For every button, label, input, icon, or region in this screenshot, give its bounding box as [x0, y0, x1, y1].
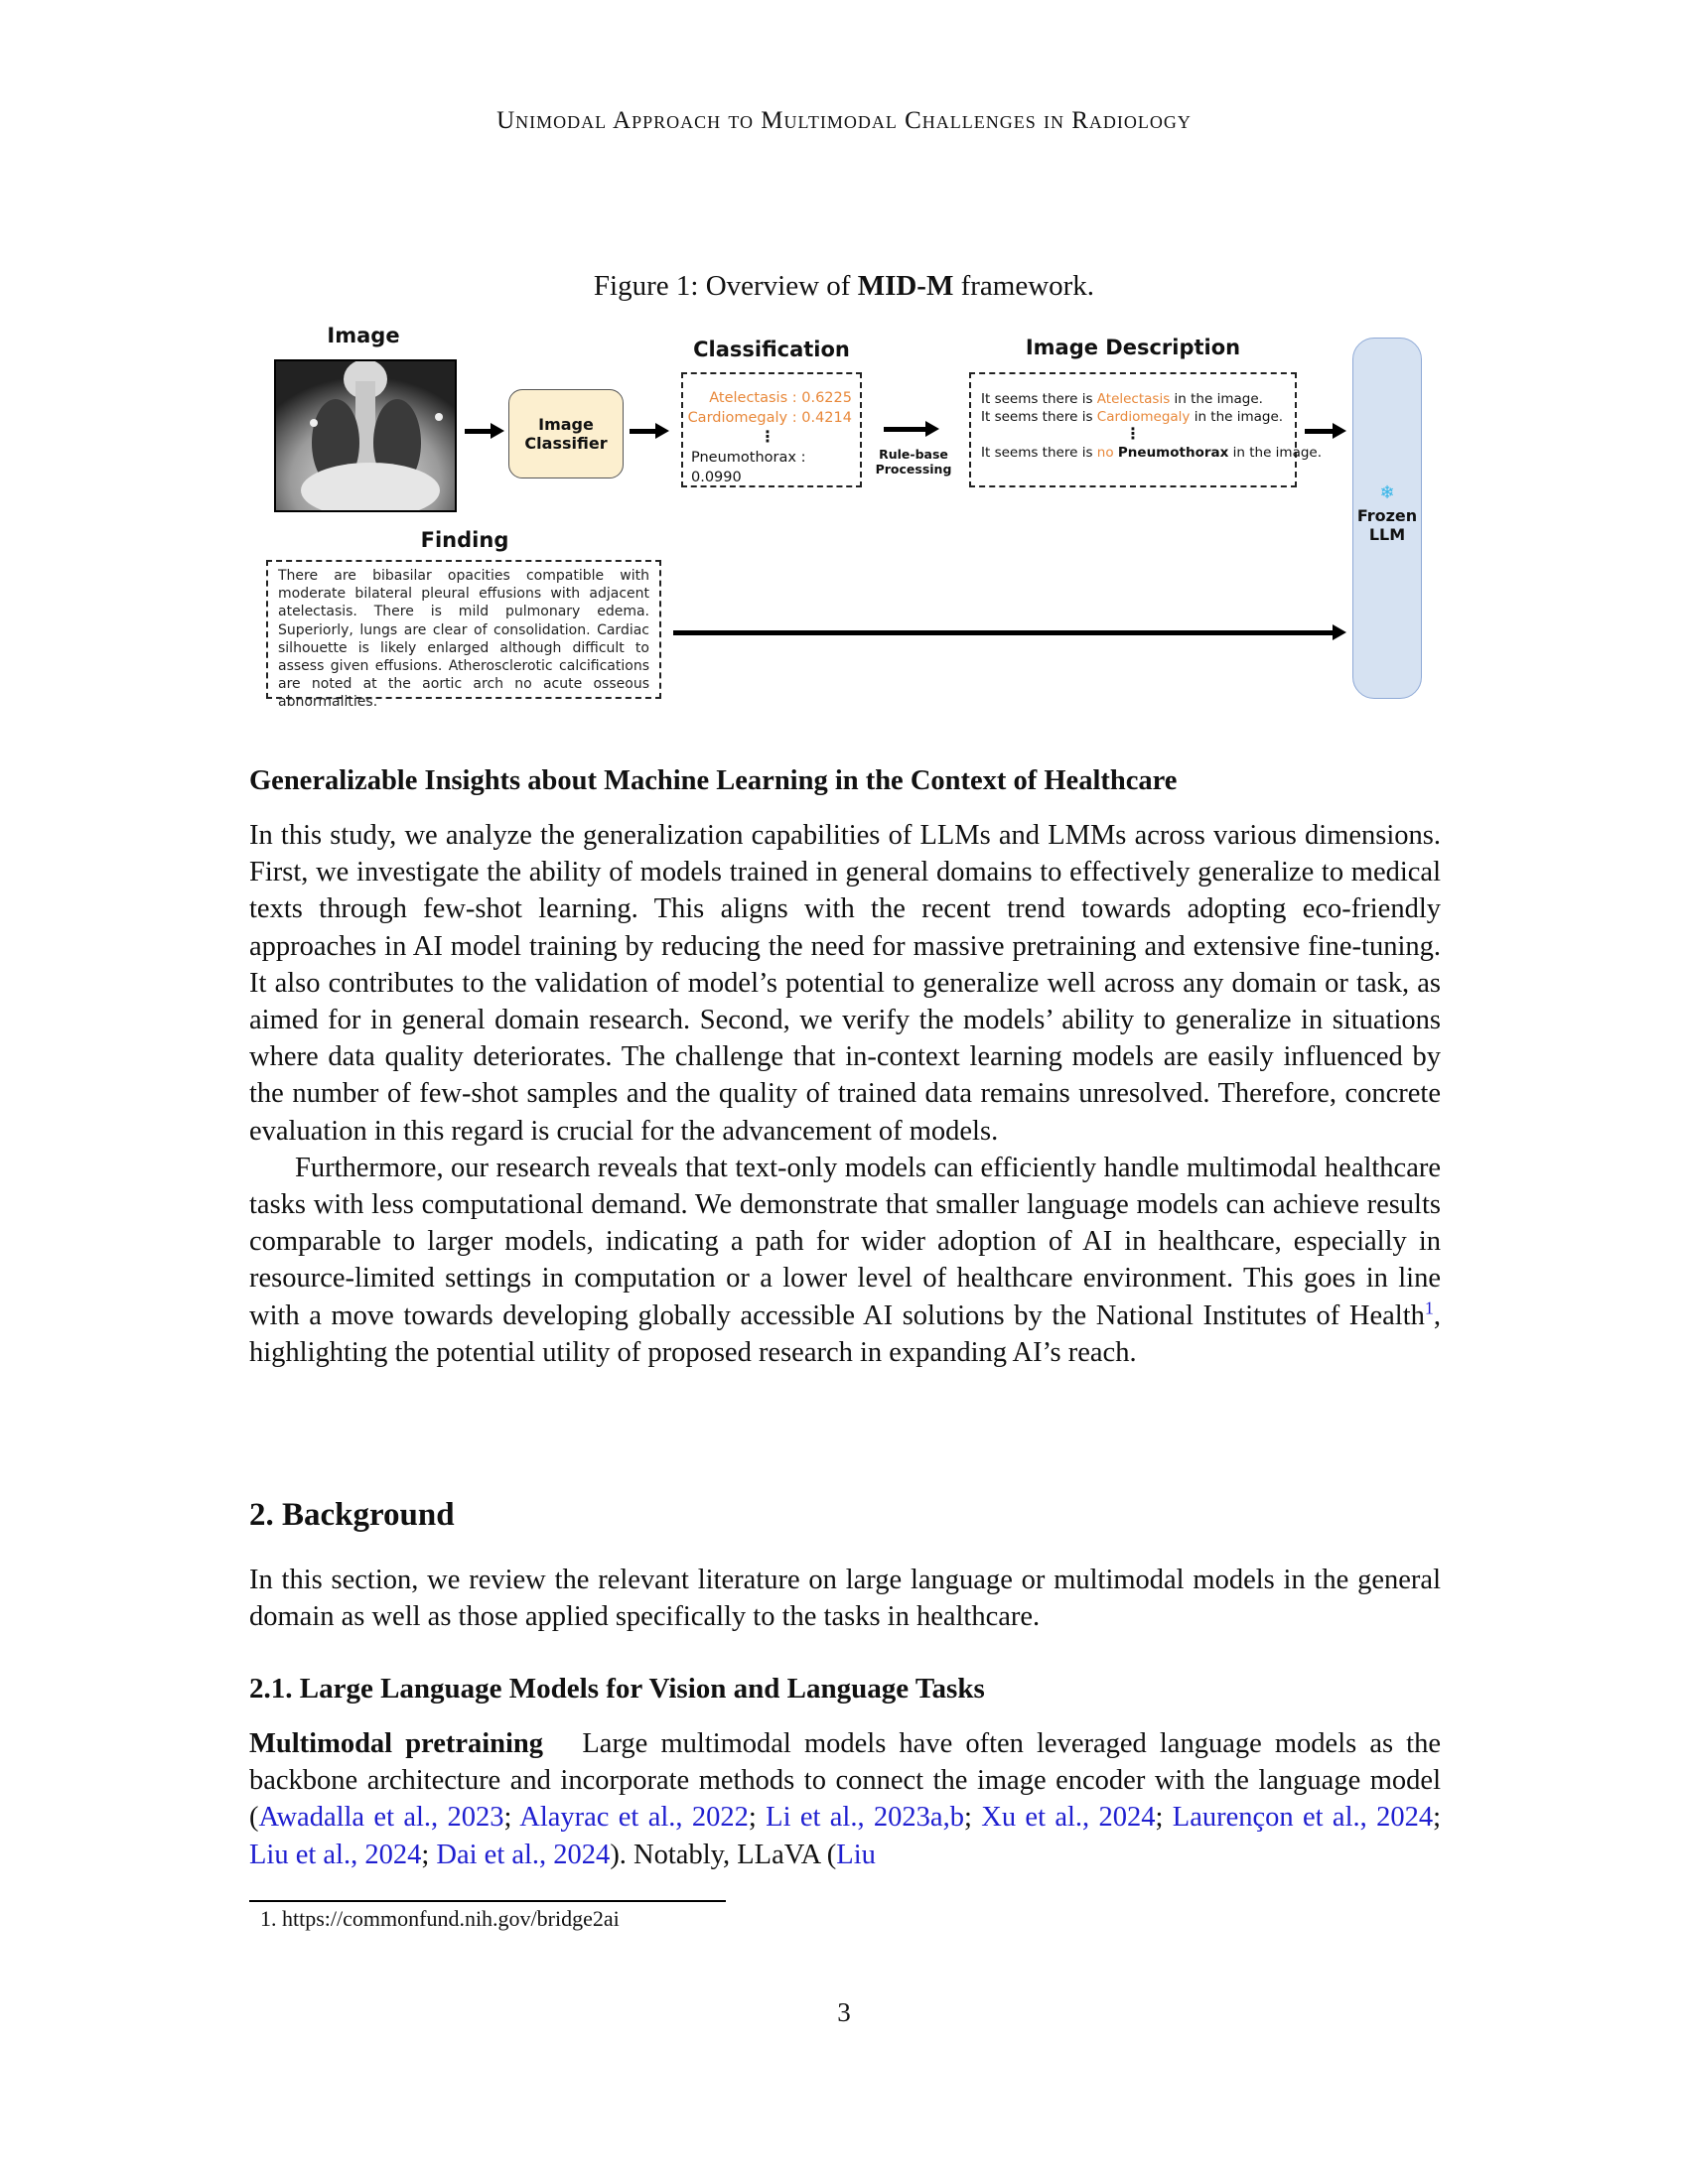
- class-score-row: Cardiomegaly : 0.4214: [687, 410, 852, 426]
- classification-box: [681, 372, 862, 487]
- paragraph: Furthermore, our research reveals that text-only models can efficiently handle multimodal healthcare tasks with less computational demand. We demonstrate that smaller language models can achieve results comparable to larger models, indicating a path for wider adoption of AI in healthcare, especially in resource-limited settings in computation or a lower level of healthcare environment. This goes in line with a move towards developing globally accessible AI solutions by the National Institutes of Health$^1$, highlighting the potential utility of proposed research in expanding AI’s reach.: [249, 1152, 1441, 1368]
- arrow-icon: [630, 429, 657, 434]
- footnote-url[interactable]: https://commonfund.nih.gov/bridge2ai: [282, 1906, 620, 1931]
- llm-label: Frozen LLM: [1356, 506, 1418, 544]
- paragraph: In this study, we analyze the generalization capabilities of LLMs and LMMs across various dimensions. First, we investigate the ability of models trained in general domains to effectively generalize to medical texts through few-shot learning. This aligns with the recent trend towards adopting eco-friendly approaches in AI model training by reducing the need for massive pretraining and extensive fine-tuning. It also contributes to the validation of model’s potential to generalize well across any domain or task, as aimed for in general domain research. Second, we verify the models’ ability to generalize in situations where data quality deteriorates. The challenge that in-context learning models are easily influenced by the number of few-shot samples and the quality of trained data remains unresolved. Therefore, concrete evaluation in this regard is crucial for the advancement of models.: [249, 820, 1441, 1147]
- citation-link[interactable]: Liu: [836, 1839, 876, 1870]
- description-row: It seems there is no Pneumothorax in the image.: [981, 445, 1323, 461]
- rule-base-label: Rule-base Processing: [875, 447, 952, 477]
- description-row: It seems there is Cardiomegaly in the image.: [981, 409, 1284, 425]
- vertical-ellipsis-icon: ⋮: [760, 427, 775, 446]
- classifier-label: Classifier: [524, 434, 608, 453]
- classification-label: Classification: [693, 338, 850, 361]
- page-number: 3: [837, 1997, 851, 2027]
- footnote-link[interactable]: 1: [1424, 1297, 1434, 1318]
- footnote-divider: [249, 1900, 726, 1902]
- caption-bold: MID-M: [857, 270, 954, 302]
- finding-label: Finding: [420, 528, 509, 552]
- section-heading: 2. Background: [249, 1497, 455, 1533]
- paragraph-heading: Multimodal pretraining: [249, 1728, 544, 1759]
- arrow-icon: [884, 427, 927, 432]
- classifier-label: Image: [538, 415, 594, 434]
- caption-prefix: Figure 1: Overview of: [593, 270, 858, 302]
- arrow-icon: [465, 429, 492, 434]
- citation-link[interactable]: Awadalla et al., 2023: [258, 1802, 504, 1834]
- footnote: 1. https://commonfund.nih.gov/bridge2ai: [260, 1906, 620, 1931]
- description-label: Image Description: [1025, 336, 1241, 359]
- citation-link[interactable]: Alayrac et al., 2022: [519, 1802, 749, 1834]
- citation-link[interactable]: Liu et al., 2024: [249, 1839, 422, 1870]
- chest-xray-image: [274, 359, 457, 512]
- class-score-row: Pneumothorax : 0.0990: [691, 450, 806, 485]
- vertical-ellipsis-icon: ⋮: [1125, 424, 1141, 443]
- image-classifier-box: [508, 389, 624, 478]
- class-score-row: Atelectasis : 0.6225: [709, 390, 852, 406]
- background-intro: In this section, we review the relevant literature on large language or multimodal models in the general domain as well as those applied specifically to the tasks in healthcare.: [249, 1565, 1441, 1633]
- arrow-icon: [673, 630, 1335, 635]
- xray-icon: [276, 361, 455, 510]
- citation-link[interactable]: Laurençon et al., 2024: [1172, 1802, 1434, 1834]
- insights-body: [249, 817, 1441, 1371]
- citation-link[interactable]: Li et al., 2023a,b: [766, 1802, 964, 1834]
- description-row: It seems there is Atelectasis in the image.: [981, 391, 1263, 407]
- arrow-icon: [1305, 429, 1335, 434]
- running-head: Unimodal Approach to Multimodal Challenges in Radiology: [496, 107, 1192, 134]
- citation-link[interactable]: Xu et al., 2024: [981, 1802, 1156, 1834]
- caption-suffix: framework.: [953, 270, 1095, 302]
- multimodal-pretraining-paragraph: Multimodal pretraining Large multimodal models have often leveraged language models as the backbone architecture and incorporate methods to connect the image encoder with the language model (Awadalla et al., 2023; Alayrac et al., 2022; Li et al., 2023a,b; Xu et al., 2024; Laurençon et al., 2024; Liu et al., 2024; Dai et al., 2024). Notably, LLaVA (Liu: [249, 1728, 1442, 1870]
- insights-heading: Generalizable Insights about Machine Learning in the Context of Healthcare: [249, 765, 1178, 796]
- description-box: [969, 372, 1323, 487]
- image-label: Image: [327, 324, 400, 347]
- figure-caption: [0, 270, 1688, 303]
- snowflake-icon: ❄: [1379, 482, 1395, 503]
- citation-link[interactable]: Dai et al., 2024: [436, 1839, 611, 1870]
- subsection-heading: 2.1. Large Language Models for Vision and Language Tasks: [249, 1673, 985, 1705]
- finding-box: There are bibasilar opacities compatible with moderate bilateral pleural effusions with adjacent atelectasis. There is mild pulmonary edema. Superiorly, lungs are clear of consolidation. Cardiac silhouette is likely enlarged although difficult to assess given effusions. Atherosclerotic calcifications are noted at the aortic arch no acute osseous abnormalities.: [266, 560, 661, 699]
